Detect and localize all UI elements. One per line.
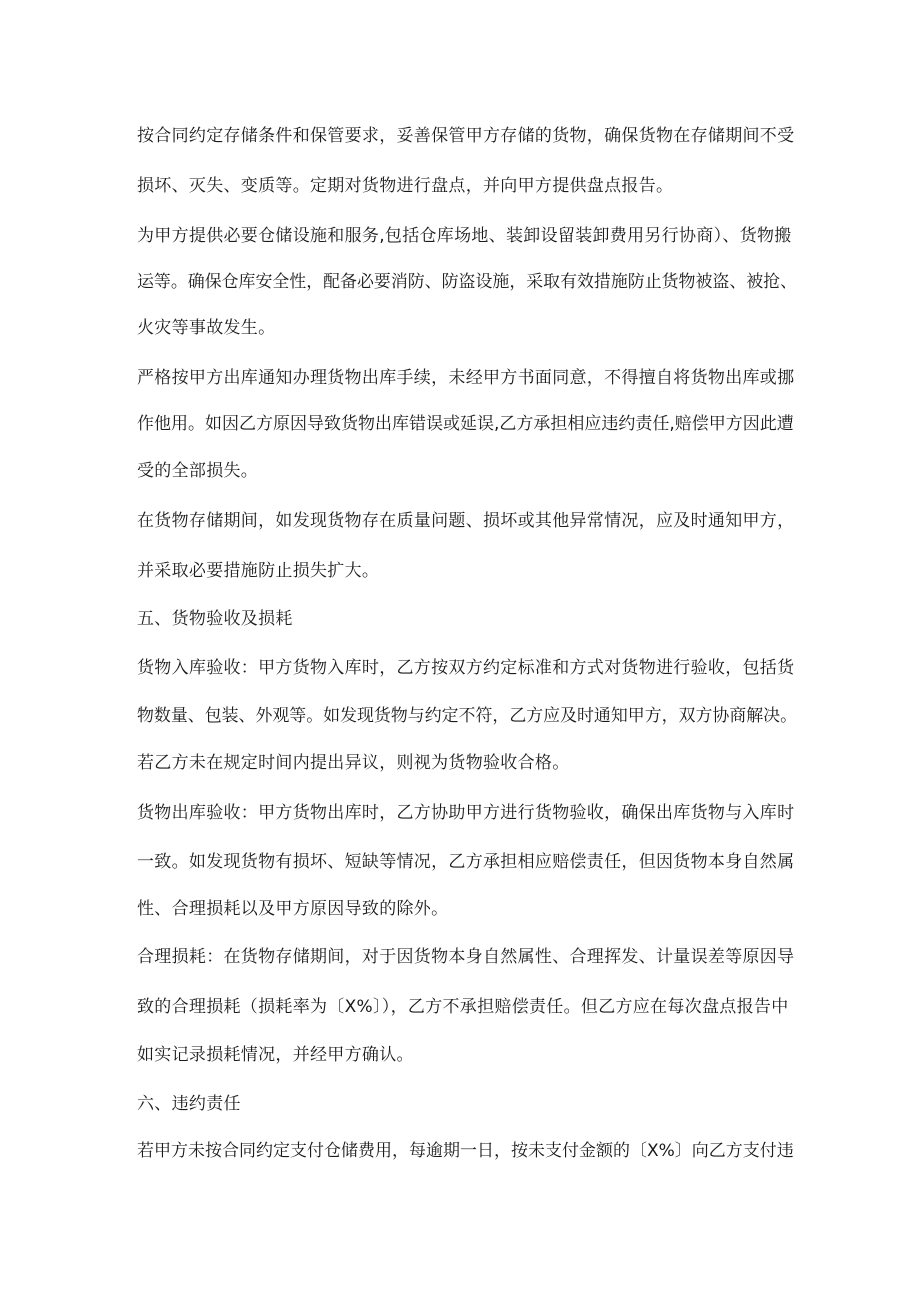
paragraph-line: 运等。确保仓库安全性，配备必要消防、防盗设施，采取有效措施防止货物被盗、被抢、: [137, 272, 798, 292]
paragraph-line: 受的全部损失。: [137, 461, 259, 481]
paragraph-line: 货物出库验收：甲方货物出库时，乙方协助甲方进行货物验收，确保出库货物与入库时: [137, 803, 795, 823]
paragraph-line: 若甲方未按合同约定支付仓储费用，每逾期一日，按未支付金额的〔X%〕向乙方支付违: [137, 1141, 794, 1161]
paragraph-line: 火灾等事故发生。: [137, 318, 276, 338]
paragraph-line: 性、合理损耗以及甲方原因导致的除外。: [137, 899, 449, 919]
paragraph-line: 并采取必要措施防止损失扩大。: [137, 561, 380, 581]
paragraph-line: 若乙方未在规定时间内提出异议，则视为货物验收合格。: [137, 753, 570, 773]
paragraph-line: 作他用。如因乙方原因导致货物出库错误或延误,乙方承担相应违约责任,赔偿甲方因此遭: [137, 414, 794, 434]
section-heading: 六、违约责任: [137, 1094, 241, 1114]
paragraph-line: 如实记录损耗情况，并经甲方确认。: [137, 1045, 414, 1065]
section-heading: 五、货物验收及损耗: [137, 609, 293, 629]
paragraph-line: 严格按甲方出库通知办理货物出库手续，未经甲方书面同意，不得擅自将货物出库或挪: [137, 368, 795, 388]
paragraph-line: 按合同约定存储条件和保管要求，妥善保管甲方存储的货物，确保货物在存储期间不受: [137, 126, 795, 146]
paragraph-line: 损坏、灭失、变质等。定期对货物进行盘点，并向甲方提供盘点报告。: [137, 176, 674, 196]
paragraph-line: 一致。如发现货物有损坏、短缺等情况，乙方承担相应赔偿责任，但因货物本身自然属: [137, 852, 795, 872]
paragraph-line: 货物入库验收：甲方货物入库时，乙方按双方约定标准和方式对货物进行验收，包括货: [137, 658, 795, 678]
paragraph-line: 物数量、包装、外观等。如发现货物与约定不符，乙方应及时通知甲方，双方协商解决。: [137, 706, 798, 726]
paragraph-line: 致的合理损耗（损耗率为〔X%〕），乙方不承担赔偿责任。但乙方应在每次盘点报告中: [137, 997, 789, 1017]
paragraph-line: 在货物存储期间，如发现货物存在质量问题、损坏或其他异常情况，应及时通知甲方，: [137, 511, 795, 531]
paragraph-line: 为甲方提供必要仓储设施和服务,包括仓库场地、装卸设留装卸费用另行协商）、货物搬: [137, 226, 792, 246]
paragraph-line: 合理损耗：在货物存储期间，对于因货物本身自然属性、合理挥发、计量误差等原因导: [137, 947, 795, 967]
